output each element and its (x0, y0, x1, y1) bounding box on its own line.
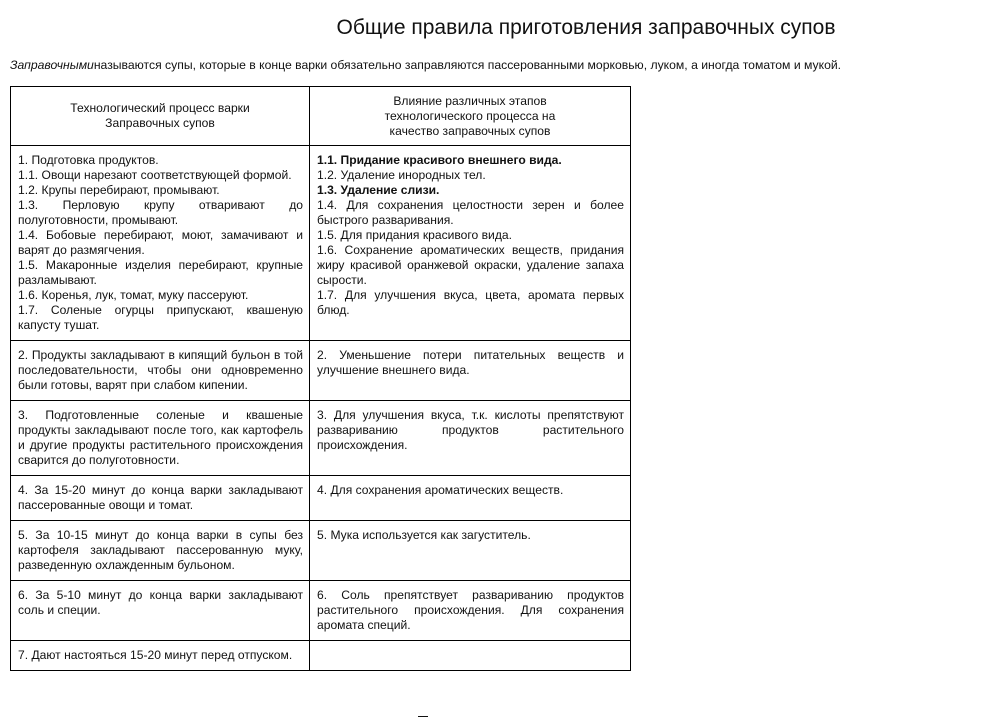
effect-step: 4. Для сохранения ароматических веществ. (317, 483, 564, 497)
effect-cell (310, 341, 631, 401)
table-header-row (11, 87, 631, 146)
process-step: 6. За 5-10 минут до конца варки закладывают соль и специи. (18, 588, 303, 617)
process-step: 1.2. Крупы перебирают, промывают. (18, 183, 220, 197)
effect-step: 1.4. Для сохранения целостности зерен и более быстрого разваривания. (317, 198, 624, 227)
header-effect: Влияние различных этапов технологического процесса на качество заправочных супов (310, 87, 631, 146)
effect-cell (310, 401, 631, 476)
table-row (11, 146, 631, 341)
effect-cell (310, 521, 631, 581)
process-cell (11, 641, 310, 671)
process-step: 1.6. Коренья, лук, томат, муку пассеруют. (18, 288, 249, 302)
effect-cell (310, 476, 631, 521)
table-row (11, 581, 631, 641)
header-process: Технологический процесс варки Заправочных супов (11, 87, 310, 146)
effect-step: 5. Мука используется как загуститель. (317, 528, 531, 542)
process-cell (11, 401, 310, 476)
process-step: 1.7. Соленые огурцы припускают, квашеную капусту тушат. (18, 303, 303, 332)
intro-text: называются супы, которые в конце варки обязательно заправляются пассерованными морковью, луком, а иногда томатом и мукой. (93, 58, 842, 72)
table-row (11, 476, 631, 521)
table-row (11, 641, 631, 671)
effect-step: 2. Уменьшение потери питательных веществ и улучшение внешнего вида. (317, 348, 624, 377)
process-step: 5. За 10-15 минут до конца варки в супы без картофеля закладывают пассерованную муку, разведенную охлажденным бульоном. (18, 528, 303, 572)
process-cell (11, 581, 310, 641)
effect-cell (310, 146, 631, 341)
effect-step: 1.2. Удаление инородных тел. (317, 168, 486, 182)
process-step: 1. Подготовка продуктов. (18, 153, 159, 167)
effect-step: 1.3. Удаление слизи. (317, 183, 440, 197)
page-title: Общие правила приготовления заправочных супов (336, 16, 836, 39)
process-table (10, 86, 631, 671)
effect-step: 1.1. Придание красивого внешнего вида. (317, 153, 562, 167)
table-row (11, 401, 631, 476)
effect-step: 1.6. Сохранение ароматических веществ, придания жиру красивой оранжевой окраски, удаление запаха сырости. (317, 243, 624, 287)
process-step: 1.5. Макаронные изделия перебирают, крупные разламывают. (18, 258, 303, 287)
process-cell (11, 476, 310, 521)
process-step: 7. Дают настояться 15-20 минут перед отпуском. (18, 648, 293, 662)
process-step: 3. Подготовленные соленые и квашеные продукты закладывают после того, как картофель и другие продукты растительного происхождения сварится до полуготовности. (18, 408, 303, 467)
process-step: 1.4. Бобовые перебирают, моют, замачивают и варят до размягчения. (18, 228, 303, 257)
effect-step: 6. Соль препятствует развариванию продуктов растительного происхождения. Для сохранения аромата специй. (317, 588, 624, 632)
effect-step: 3. Для улучшения вкуса, т.к. кислоты препятствуют развариванию продуктов растительного происхождения. (317, 408, 624, 452)
process-cell (11, 521, 310, 581)
process-step: 1.1. Овощи нарезают соответствующей формой. (18, 168, 292, 182)
effect-step: 1.7. Для улучшения вкуса, цвета, аромата первых блюд. (317, 288, 624, 317)
intro-term: Заправочными (10, 58, 94, 72)
effect-cell (310, 581, 631, 641)
process-cell (11, 341, 310, 401)
table-row (11, 521, 631, 581)
process-cell (11, 146, 310, 341)
effect-step: 1.5. Для придания красивого вида. (317, 228, 512, 242)
effect-cell (310, 641, 631, 671)
process-step: 1.3. Перловую крупу отваривают до полуготовности, промывают. (18, 198, 303, 227)
page-break-mark (418, 716, 428, 722)
table-row (11, 341, 631, 401)
process-step: 4. За 15-20 минут до конца варки закладывают пассерованные овощи и томат. (18, 483, 303, 512)
intro-paragraph (10, 58, 841, 72)
process-step: 2. Продукты закладывают в кипящий бульон в той последовательности, чтобы они одновременно были готовы, варят при слабом кипении. (18, 348, 303, 392)
